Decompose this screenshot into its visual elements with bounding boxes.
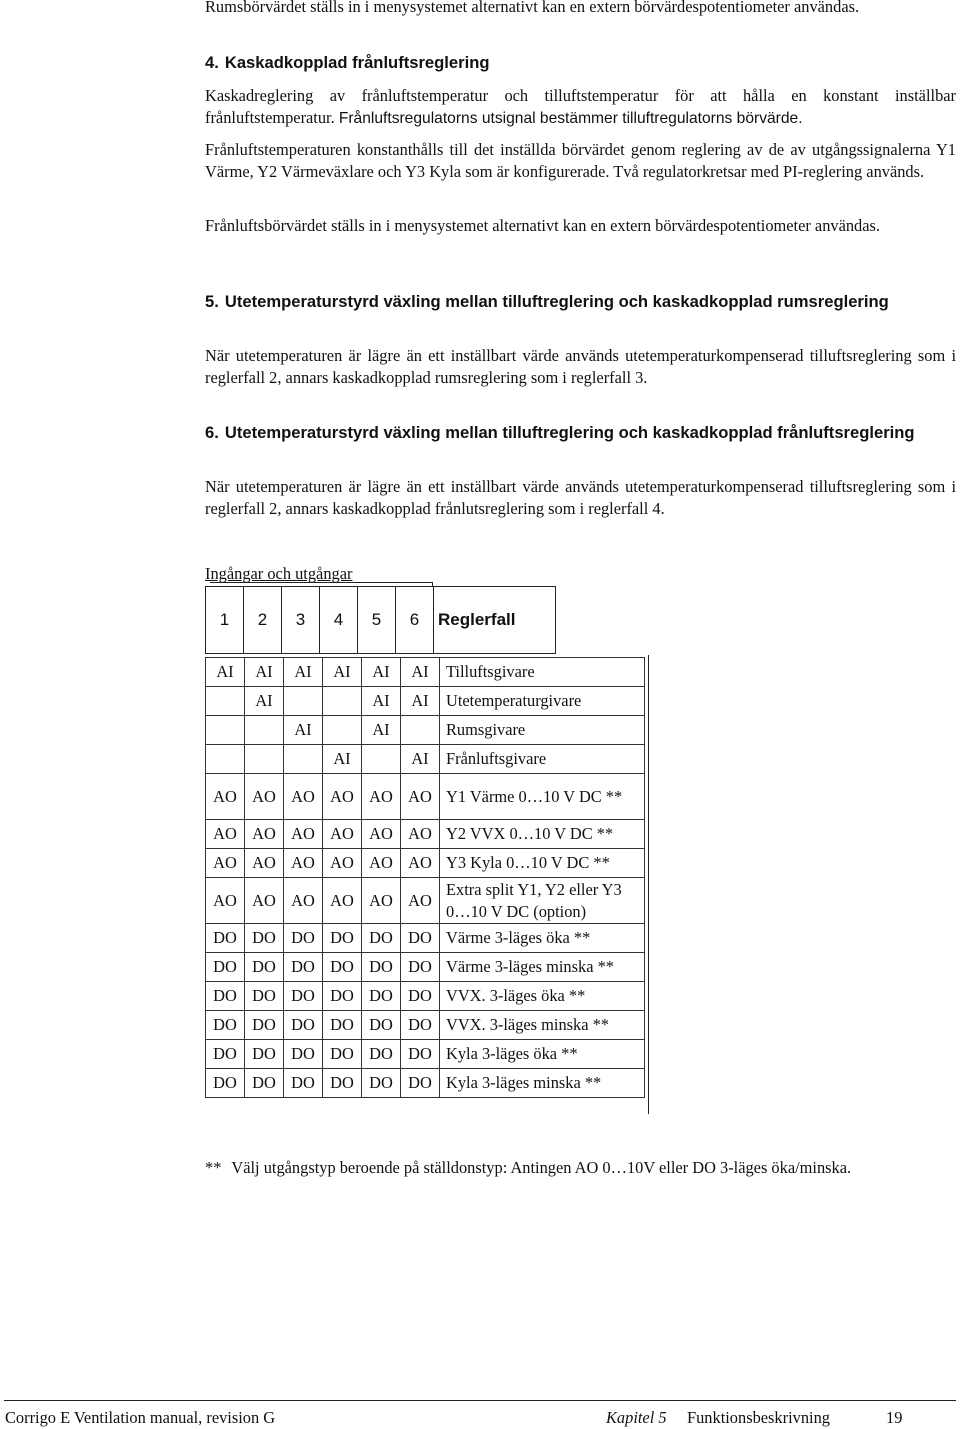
section-5-heading bbox=[205, 291, 956, 313]
io-cell-col-5: AO bbox=[362, 878, 401, 924]
io-cell-col-2: AI bbox=[245, 687, 284, 716]
table-row bbox=[206, 687, 645, 716]
io-cell-col-4: DO bbox=[323, 982, 362, 1011]
table-row bbox=[206, 774, 645, 820]
io-cell-col-1: DO bbox=[206, 924, 245, 953]
io-cell-col-1: AI bbox=[206, 658, 245, 687]
io-cell-col-6: AI bbox=[401, 658, 440, 687]
section-title: Kaskadkopplad frånluftsreglering bbox=[224, 53, 490, 72]
section-6-paragraph: När utetemperaturen är lägre än ett inställbart värde används utetemperaturkompenserad tilluftsreglering som i reglerfall 2, annars kaskadkopplad frånlutsreglering som i reglerfall 4. bbox=[205, 477, 956, 518]
io-description: Kyla 3-läges öka ** bbox=[440, 1040, 645, 1069]
io-cell-col-4: AI bbox=[323, 745, 362, 774]
table-row bbox=[206, 849, 645, 878]
io-cell-col-5: AI bbox=[362, 658, 401, 687]
io-cell-col-6: AI bbox=[401, 745, 440, 774]
io-cell-col-4: DO bbox=[323, 1011, 362, 1040]
io-cell-col-5: DO bbox=[362, 1069, 401, 1098]
io-cell-col-2: DO bbox=[245, 1040, 284, 1069]
io-description: Y2 VVX 0…10 V DC ** bbox=[440, 820, 645, 849]
io-cell-col-6: DO bbox=[401, 1040, 440, 1069]
io-cell-col-2: AO bbox=[245, 820, 284, 849]
io-cell-col-1: DO bbox=[206, 1040, 245, 1069]
io-cell-col-3: AO bbox=[284, 849, 323, 878]
section-title: Utetemperaturstyrd växling mellan tilluftreglering och kaskadkopplad frånluftsreglering bbox=[224, 423, 915, 442]
io-description: Frånluftsgivare bbox=[440, 745, 645, 774]
io-cell-col-5: DO bbox=[362, 1040, 401, 1069]
io-cell-col-4 bbox=[323, 687, 362, 716]
table-row bbox=[206, 1069, 645, 1098]
io-cell-col-3 bbox=[284, 745, 323, 774]
io-cell-col-3: DO bbox=[284, 982, 323, 1011]
section-4-paragraph-2: Frånluftstemperaturen konstanthålls till det inställda börvärdet genom reglering av de av utgångssignalerna Y1 Värme, Y2 Värmeväxlare och Y3 Kyla som är konfigurerade. Två regulatorkretsar med PI-reglering används. bbox=[205, 140, 956, 181]
io-cell-col-4: AO bbox=[323, 820, 362, 849]
io-cell-col-4: DO bbox=[323, 953, 362, 982]
paragraph-text: Kaskadreglering av frånluftstemperatur och tilluftstemperatur för att hålla en konstant inställbar frånluftstemperatur. bbox=[205, 86, 956, 127]
table-row bbox=[206, 716, 645, 745]
table-row bbox=[206, 1011, 645, 1040]
io-cell-col-5: DO bbox=[362, 1011, 401, 1040]
header-col-6: 6 bbox=[396, 587, 434, 654]
io-cell-col-4 bbox=[323, 716, 362, 745]
footnote-text: Välj utgångstyp beroende på ställdonstyp: Antingen AO 0…10V eller DO 3-läges öka/minska. bbox=[231, 1158, 852, 1177]
io-cell-col-5: DO bbox=[362, 924, 401, 953]
header-reglerfall-label: Reglerfall bbox=[434, 587, 556, 654]
table-row bbox=[206, 820, 645, 849]
section-title: Utetemperaturstyrd växling mellan tilluftreglering och kaskadkopplad rumsreglering bbox=[224, 292, 889, 311]
io-cell-col-2: DO bbox=[245, 953, 284, 982]
table-row bbox=[206, 878, 645, 924]
io-description: Rumsgivare bbox=[440, 716, 645, 745]
io-cell-col-6: DO bbox=[401, 953, 440, 982]
io-cell-col-4: DO bbox=[323, 1069, 362, 1098]
io-cell-col-1 bbox=[206, 687, 245, 716]
io-cell-col-3: DO bbox=[284, 924, 323, 953]
io-cell-col-5: AO bbox=[362, 820, 401, 849]
io-cell-col-1: AO bbox=[206, 878, 245, 924]
io-cell-col-2: DO bbox=[245, 1011, 284, 1040]
footnote bbox=[205, 1157, 851, 1179]
reglerfall-header-table bbox=[205, 586, 556, 654]
io-cell-col-3: DO bbox=[284, 1011, 323, 1040]
io-cell-col-2: AO bbox=[245, 878, 284, 924]
section-number: 6. bbox=[205, 423, 219, 442]
footnote-marker: ** bbox=[205, 1158, 222, 1177]
paragraph-text-sans: Frånluftsregulatorns utsignal bestämmer tilluftregulatorns börvärde. bbox=[338, 110, 803, 127]
table-row bbox=[206, 982, 645, 1011]
io-cell-col-6: AI bbox=[401, 687, 440, 716]
io-cell-col-6 bbox=[401, 716, 440, 745]
section-6-heading bbox=[205, 422, 956, 444]
io-cell-col-6: DO bbox=[401, 1011, 440, 1040]
io-cell-col-5: AO bbox=[362, 849, 401, 878]
io-cell-col-3: AI bbox=[284, 716, 323, 745]
io-cell-col-5: AI bbox=[362, 687, 401, 716]
io-cell-col-3: AO bbox=[284, 878, 323, 924]
io-cell-col-1: DO bbox=[206, 982, 245, 1011]
io-cell-col-3 bbox=[284, 687, 323, 716]
io-cell-col-2: AO bbox=[245, 774, 284, 820]
header-col-1: 1 bbox=[206, 587, 244, 654]
table-row bbox=[206, 924, 645, 953]
io-cell-col-2: AI bbox=[245, 658, 284, 687]
section-number: 4. bbox=[205, 53, 219, 72]
table-row bbox=[206, 1040, 645, 1069]
io-cell-col-5: AO bbox=[362, 774, 401, 820]
header-col-4: 4 bbox=[320, 587, 358, 654]
io-description: Värme 3-läges öka ** bbox=[440, 924, 645, 953]
footer-chapter: Kapitel 5 bbox=[606, 1408, 667, 1427]
header-col-3: 3 bbox=[282, 587, 320, 654]
io-cell-col-3: DO bbox=[284, 1069, 323, 1098]
io-table-caption: Ingångar och utgångar bbox=[205, 564, 353, 583]
io-cell-col-1: DO bbox=[206, 1069, 245, 1098]
io-description: Kyla 3-läges minska ** bbox=[440, 1069, 645, 1098]
io-cell-col-3: AI bbox=[284, 658, 323, 687]
io-cell-col-3: DO bbox=[284, 1040, 323, 1069]
header-row bbox=[206, 587, 556, 654]
io-cell-col-4: AI bbox=[323, 658, 362, 687]
table-row bbox=[206, 745, 645, 774]
io-cell-col-2 bbox=[245, 716, 284, 745]
io-description: Tilluftsgivare bbox=[440, 658, 645, 687]
header-col-5: 5 bbox=[358, 587, 396, 654]
footer-rule bbox=[4, 1400, 956, 1401]
io-cell-col-1: AO bbox=[206, 774, 245, 820]
io-cell-col-5 bbox=[362, 745, 401, 774]
footer-document-title: Corrigo E Ventilation manual, revision G bbox=[5, 1408, 276, 1427]
section-number: 5. bbox=[205, 292, 219, 311]
io-cell-col-3: AO bbox=[284, 774, 323, 820]
io-cell-col-3: DO bbox=[284, 953, 323, 982]
io-cell-col-6: AO bbox=[401, 849, 440, 878]
io-cell-col-4: AO bbox=[323, 774, 362, 820]
table-row bbox=[206, 658, 645, 687]
io-cell-col-1: DO bbox=[206, 953, 245, 982]
io-cell-col-6: AO bbox=[401, 820, 440, 849]
io-description: Extra split Y1, Y2 eller Y3 0…10 V DC (option) bbox=[440, 878, 645, 924]
io-cell-col-1 bbox=[206, 745, 245, 774]
io-cell-col-1 bbox=[206, 716, 245, 745]
io-description: Värme 3-läges minska ** bbox=[440, 953, 645, 982]
io-cell-col-2: DO bbox=[245, 924, 284, 953]
io-cell-col-4: AO bbox=[323, 878, 362, 924]
io-cell-col-2 bbox=[245, 745, 284, 774]
footer-page-number: 19 bbox=[886, 1408, 903, 1427]
table-row bbox=[206, 953, 645, 982]
io-description: Y1 Värme 0…10 V DC ** bbox=[440, 774, 645, 820]
io-cell-col-3: AO bbox=[284, 820, 323, 849]
io-cell-col-4: AO bbox=[323, 849, 362, 878]
io-cell-col-1: AO bbox=[206, 820, 245, 849]
section-4-heading bbox=[205, 52, 956, 74]
io-cell-col-6: DO bbox=[401, 982, 440, 1011]
io-cell-col-4: DO bbox=[323, 924, 362, 953]
io-cell-col-1: DO bbox=[206, 1011, 245, 1040]
section-5-paragraph: När utetemperaturen är lägre än ett inställbart värde används utetemperaturkompenserad tilluftsreglering som i reglerfall 2, annars kaskadkopplad rumsreglering som i reglerfall 3. bbox=[205, 346, 956, 387]
io-description: Utetemperaturgivare bbox=[440, 687, 645, 716]
io-cell-col-6: AO bbox=[401, 774, 440, 820]
io-cell-col-4: DO bbox=[323, 1040, 362, 1069]
io-cell-col-5: DO bbox=[362, 982, 401, 1011]
io-cell-col-2: AO bbox=[245, 849, 284, 878]
section-4-paragraph-1 bbox=[205, 85, 956, 130]
io-cell-col-2: DO bbox=[245, 982, 284, 1011]
io-cell-col-6: DO bbox=[401, 924, 440, 953]
io-cell-col-1: AO bbox=[206, 849, 245, 878]
io-cell-col-2: DO bbox=[245, 1069, 284, 1098]
intro-paragraph: Rumsbörvärdet ställs in i menysystemet alternativt kan en extern börvärdespotentiometer användas. bbox=[205, 0, 860, 16]
section-4-paragraph-3: Frånluftsbörvärdet ställs in i menysystemet alternativt kan en extern börvärdespotentiometer användas. bbox=[205, 216, 881, 235]
io-description: VVX. 3-läges minska ** bbox=[440, 1011, 645, 1040]
io-table bbox=[205, 657, 645, 1098]
io-cell-col-5: AI bbox=[362, 716, 401, 745]
io-cell-col-6: AO bbox=[401, 878, 440, 924]
footer-chapter-title: Funktionsbeskrivning bbox=[687, 1408, 830, 1427]
io-cell-col-6: DO bbox=[401, 1069, 440, 1098]
io-cell-col-5: DO bbox=[362, 953, 401, 982]
header-col-2: 2 bbox=[244, 587, 282, 654]
io-description: VVX. 3-läges öka ** bbox=[440, 982, 645, 1011]
io-description: Y3 Kyla 0…10 V DC ** bbox=[440, 849, 645, 878]
